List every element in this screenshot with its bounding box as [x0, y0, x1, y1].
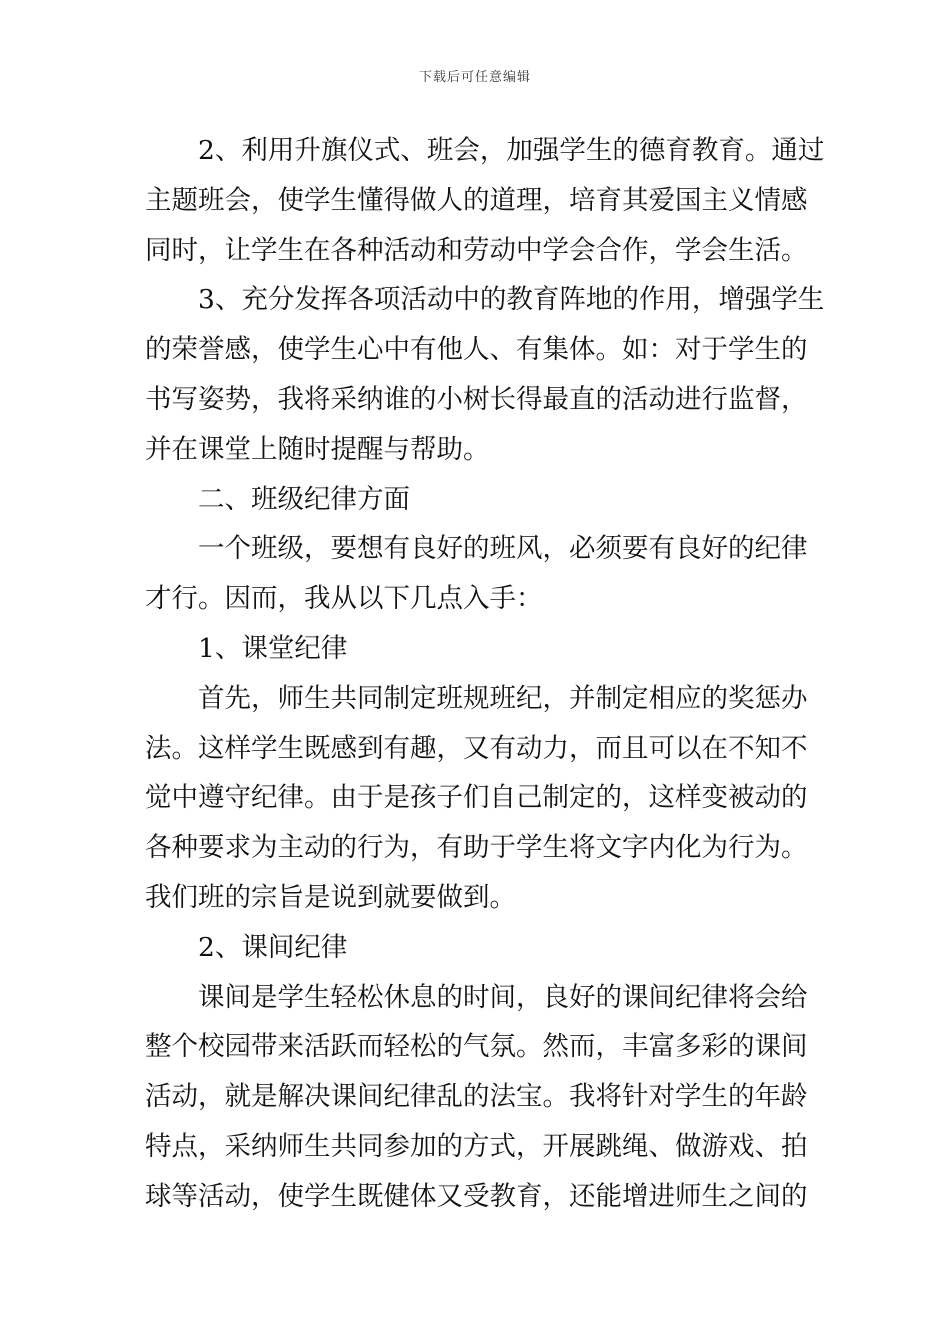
text-line: 主题班会，使学生懂得做人的道理，培育其爱国主义情感 — [145, 184, 808, 216]
text-line: 觉中遵守纪律。由于是孩子们自己制定的，这样变被动的 — [145, 782, 808, 814]
text-line: 课间是学生轻松休息的时间，良好的课间纪律将会给 — [198, 981, 808, 1013]
text-line: 我们班的宗旨是说到就要做到。 — [145, 881, 516, 913]
text-line: 首先，师生共同制定班规班纪，并制定相应的奖惩办 — [198, 682, 808, 714]
text-line: 同时，让学生在各种活动和劳动中学会合作，学会生活。 — [145, 234, 808, 266]
text-line: 2、利用升旗仪式、班会，加强学生的德育教育。通过 — [198, 135, 825, 166]
text-line: 1、课堂纪律 — [198, 632, 348, 664]
text-line: 书写姿势，我将采纳谁的小树长得最直的活动进行监督， — [145, 383, 808, 415]
page-header: 下载后可任意编辑 — [418, 70, 531, 85]
text-line: 球等活动，使学生既健体又受教育，还能增进师生之间的 — [145, 1180, 808, 1212]
text-line: 二、班级纪律方面 — [198, 483, 410, 515]
text-line: 才行。因而，我从以下几点入手： — [145, 583, 543, 615]
text-line: 法。这样学生既感到有趣，又有动力，而且可以在不知不 — [145, 732, 808, 764]
text-line: 特点，采纳师生共同参加的方式，开展跳绳、做游戏、拍 — [145, 1130, 808, 1162]
text-line: 的荣誉感，使学生心中有他人、有集体。如：对于学生的 — [145, 334, 808, 366]
text-line: 2、课间纪律 — [198, 931, 348, 963]
text-line: 3、充分发挥各项活动中的教育阵地的作用，增强学生 — [198, 284, 825, 316]
text-line: 并在课堂上随时提醒与帮助。 — [145, 433, 490, 465]
text-line: 各种要求为主动的行为，有助于学生将文字内化为行为。 — [145, 832, 808, 864]
text-line: 活动，就是解决课间纪律乱的法宝。我将针对学生的年龄 — [145, 1081, 808, 1113]
text-line: 一个班级，要想有良好的班风，必须要有良好的纪律 — [198, 533, 808, 565]
text-line: 整个校园带来活跃而轻松的气氛。然而，丰富多彩的课间 — [145, 1031, 808, 1063]
document-body — [145, 126, 825, 1222]
